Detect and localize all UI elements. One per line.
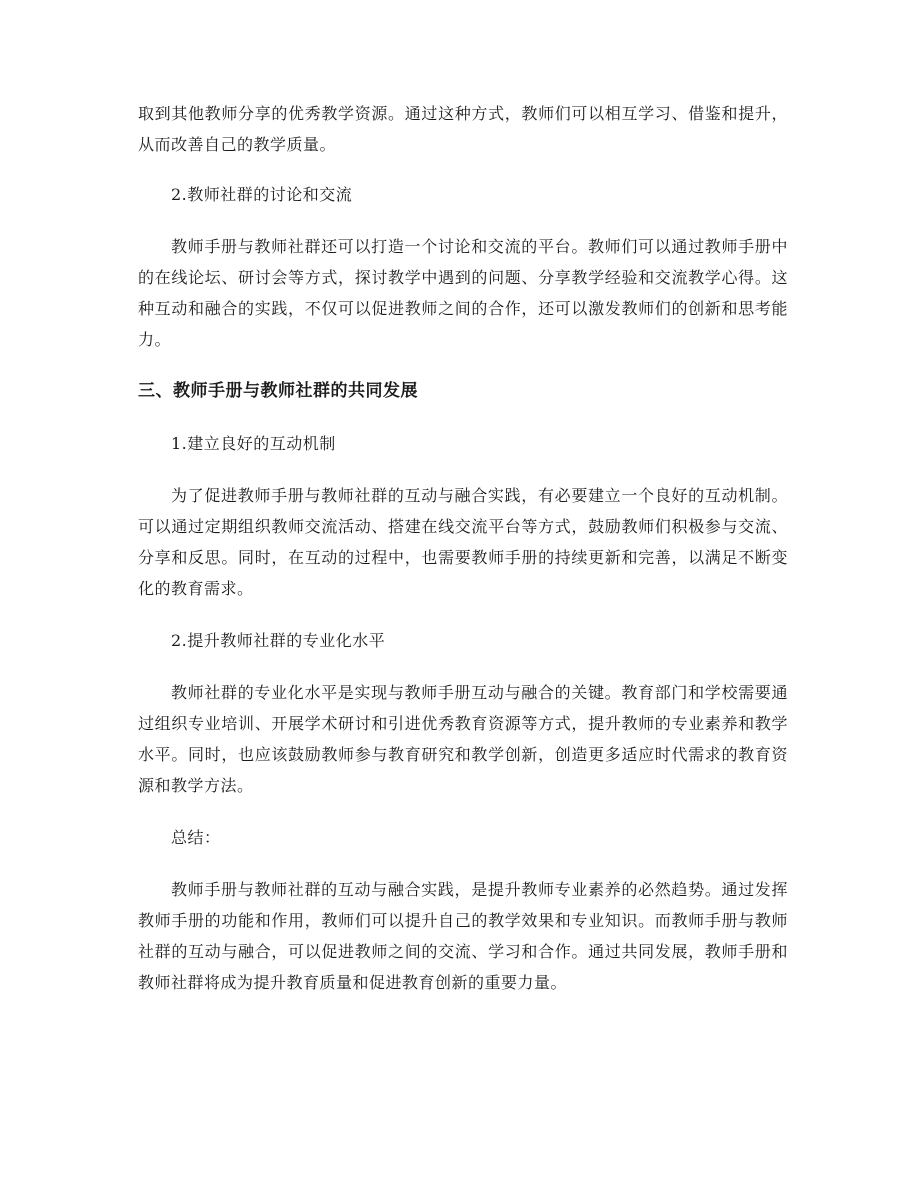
body-paragraph: 教师社群的专业化水平是实现与教师手册互动与融合的关键。教育部门和学校需要通过组织专业培训、开展学术研讨和引进优秀教育资源等方式，提升教师的专业素养和教学水平。同时，也应该鼓励教师参与教育研究和教学创新，创造更多适应时代需求的教育资源和教学方法。	[138, 683, 788, 795]
subsection-title: 2.提升教师社群的专业化水平	[171, 631, 386, 650]
summary-paragraph: 教师手册与教师社群的互动与融合实践，是提升教师专业素养的必然趋势。通过发挥教师手册的功能和作用，教师们可以提升自己的教学效果和专业知识。而教师手册与教师社群的互动与融合，可以促进教师之间的交流、学习和合作。通过共同发展，教师手册和教师社群将成为提升教育质量和促进教育创新的重要力量。	[138, 880, 788, 992]
continuation-paragraph: 取到其他教师分享的优秀教学资源。通过这种方式，教师们可以相互学习、借鉴和提升，从而改善自己的教学质量。	[138, 104, 788, 154]
subsection-title: 2.教师社群的讨论和交流	[171, 185, 353, 204]
document-body	[138, 98, 788, 998]
body-paragraph: 为了促进教师手册与教师社群的互动与融合实践，有必要建立一个良好的互动机制。可以通过定期组织教师交流活动、搭建在线交流平台等方式，鼓励教师们积极参与交流、分享和反思。同时，在互动的过程中，也需要教师手册的持续更新和完善，以满足不断变化的教育需求。	[138, 486, 788, 598]
body-paragraph: 教师手册与教师社群还可以打造一个讨论和交流的平台。教师们可以通过教师手册中的在线论坛、研讨会等方式，探讨教学中遇到的问题、分享教学经验和交流教学心得。这种互动和融合的实践，不仅可以促进教师之间的合作，还可以激发教师们的创新和思考能力。	[138, 237, 788, 349]
section-heading: 三、教师手册与教师社群的共同发展	[138, 381, 418, 401]
subsection-title: 1.建立良好的互动机制	[171, 434, 336, 453]
summary-label: 总结：	[171, 828, 221, 847]
